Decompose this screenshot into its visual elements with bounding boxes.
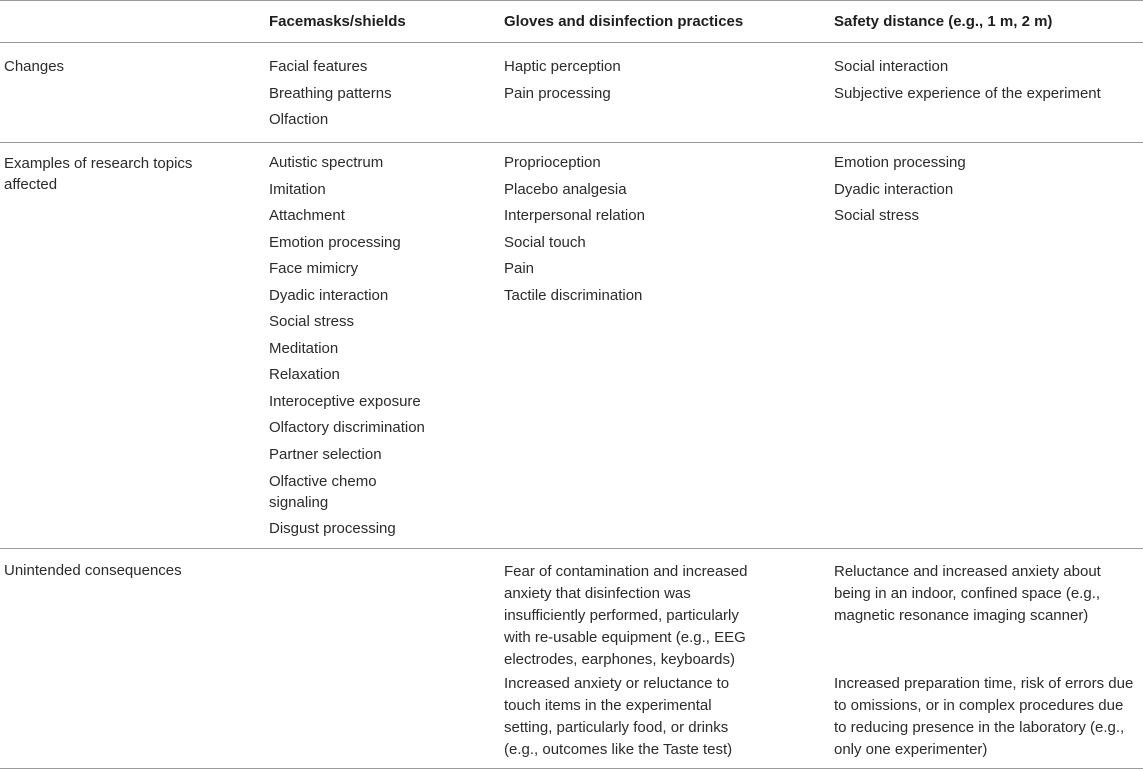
list-item: Partner selection [269, 445, 382, 463]
list-item: Olfaction [269, 111, 329, 128]
list-item: Meditation [269, 339, 339, 357]
list-item: Social touch [504, 233, 586, 251]
topics-gloves-cell [504, 150, 645, 309]
list-item: Dyadic interaction [269, 286, 389, 304]
row-divider-1 [0, 142, 1143, 143]
list-item: Subjective experience of the experiment [834, 84, 1101, 102]
topics-distance-cell [834, 150, 966, 230]
list-item: Haptic perception [504, 58, 621, 75]
list-item: Attachment [269, 207, 345, 224]
list-item: Autistic spectrum [269, 154, 384, 171]
changes-distance-cell [834, 54, 1101, 107]
column-header-safety-distance: Safety distance (e.g., 1 m, 2 m) [834, 13, 1053, 30]
header-rule [0, 42, 1143, 43]
list-item: Disgust processing [269, 520, 396, 537]
changes-gloves-cell [504, 54, 621, 107]
list-item: Interoceptive exposure [269, 392, 421, 410]
table-bottom-rule [0, 768, 1143, 769]
table-top-rule [0, 0, 1143, 1]
list-item: Social stress [834, 207, 920, 224]
list-item: Proprioception [504, 154, 601, 171]
list-item-olfactive-chemo-signaling: Olfactive chemo signaling [269, 473, 377, 511]
list-item: Relaxation [269, 366, 340, 383]
column-header-facemasks: Facemasks/shields [269, 13, 406, 30]
list-item: Pain [504, 260, 535, 277]
topics-facemasks-cell [269, 150, 425, 543]
list-item: Dyadic interaction [834, 180, 954, 198]
consequences-distance-paragraph-2: Increased preparation time, risk of errors due to omissions, or in complex procedures due to reducing presence in the laboratory (e.g., only one experimenter) [834, 675, 1134, 758]
consequences-distance-paragraph-1: Reluctance and increased anxiety about being in an indoor, confined space (e.g., magnetic resonance imaging scanner) [834, 563, 1101, 624]
consequences-gloves-paragraph-1: Fear of contamination and increased anxiety that disinfection was insufficiently performed, particularly with re-usable equipment (e.g., EEG electrodes, earphones, keyboards) [504, 563, 748, 668]
row-divider-2 [0, 548, 1143, 549]
list-item: Social stress [269, 313, 355, 330]
row-label-research-topics: Examples of research topics affected [4, 155, 193, 193]
consequences-gloves-paragraph-2: Increased anxiety or reluctance to touch items in the experimental setting, particularly food, or drinks (e.g., outcomes like the Taste test) [504, 675, 733, 758]
column-header-gloves: Gloves and disinfection practices [504, 13, 744, 30]
list-item: Breathing patterns [269, 84, 392, 102]
changes-facemasks-cell [269, 54, 392, 134]
row-label-changes: Changes [4, 58, 65, 75]
list-item: Interpersonal relation [504, 207, 645, 224]
list-item: Olfactory discrimination [269, 419, 425, 436]
list-item: Emotion processing [834, 154, 966, 171]
list-item: Placebo analgesia [504, 180, 627, 198]
list-item: Face mimicry [269, 260, 359, 277]
list-item: Tactile discrimination [504, 286, 643, 304]
list-item: Pain processing [504, 84, 611, 102]
list-item: Imitation [269, 180, 326, 198]
list-item: Facial features [269, 58, 368, 75]
list-item: Emotion processing [269, 233, 401, 251]
list-item: Social interaction [834, 58, 949, 75]
row-label-unintended-consequences: Unintended consequences [4, 562, 182, 579]
